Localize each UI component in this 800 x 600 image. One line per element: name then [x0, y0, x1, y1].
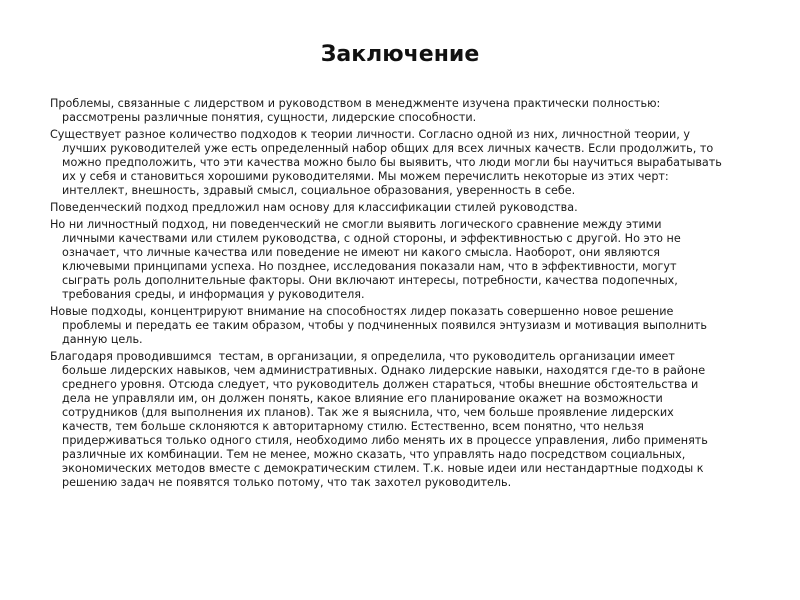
paragraph-4: Но ни личностный подход, ни поведенческий не смогли выявить логического сравнение между этими личными качествами или стилем руководства, с одной стороны, и эффективностью с другой. Но это не означает, что личные качества или поведение не имеют ни какого смысла. Наоборот, они являются ключевыми принципами успеха. Но позднее, исследования показали нам, что в эффективности, могут сыграть роль дополнительные факторы. Они включают интересы, потребности, качества подопечных, требования среды, и информация у руководителя. — [50, 218, 681, 301]
slide-title: Заключение — [320, 42, 480, 67]
paragraph-6: Благодаря проводившимся тестам, в организации, я определила, что руководитель организации имеет больше лидерских навыков, чем административных. Однако лидерские навыки, находятся где-то в районе среднего уровня. Отсюда следует, что руководитель должен стараться, чтобы внешние обстоятельства и дела не управляли им, он должен понять, какое влияние его планирование окажет на возможности сотрудников (для выполнения их планов). Так же я выяснила, что, чем больше проявление лидерских качеств, тем больше склоняются к авторитарному стилю. Естественно, всем понятно, что нельзя придерживаться только одного стиля, необходимо либо менять их в процессе управления, либо применять различные их комбинации. Тем не менее, можно сказать, что управлять надо посредством социальных, экономических методов вместе с демократическим стилем. Т.к. новые идеи или нестандартные подходы к решению задач не появятся только потому, что так захотел руководитель. — [50, 350, 708, 489]
paragraph-3: Поведенческий подход предложил нам основу для классификации стилей руководства. — [50, 201, 578, 214]
paragraph-2: Существует разное количество подходов к теории личности. Согласно одной из них, личностной теории, у лучших руководителей уже есть определенный набор общих для всех личных качеств. Если продолжить, то можно предположить, что эти качества можно было бы выявить, что люди могли бы научиться вырабатывать их у себя и становиться хорошими руководителями. Мы можем перечислить некоторые из этих черт: интеллект, внешность, здравый смысл, социальное образования, уверенность в себе. — [50, 128, 722, 197]
paragraph-5: Новые подходы, концентрируют внимание на способностях лидер показать совершенно новое решение проблемы и передать ее таким образом, чтобы у подчиненных появился энтузиазм и мотивация выполнить данную цель. — [50, 305, 708, 346]
paragraph-1: Проблемы, связанные с лидерством и руководством в менеджменте изучена практически полностью: рассмотрены различные понятия, сущности, лидерские способности. — [50, 97, 661, 124]
slide-body — [50, 97, 750, 493]
